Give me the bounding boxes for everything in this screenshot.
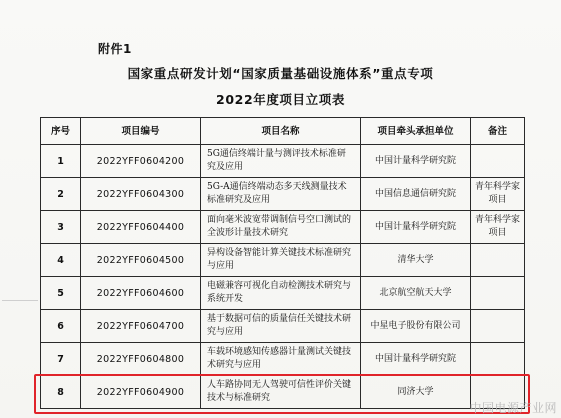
- row-name: 基于数据可信的质量信任关键技术研究与应用: [201, 310, 361, 343]
- row-name: 异构设备智能计算关键技术标准研究与应用: [201, 244, 361, 277]
- table-row: [41, 277, 525, 310]
- row-name: 面向毫米波宽带调制信号空口测试的全波形计量技术研究: [201, 211, 361, 244]
- row-name: 人车路协同无人驾驶可信性评价关键技术与标准研究: [201, 376, 361, 409]
- row-note: [471, 277, 525, 310]
- row-code: 2022YFF0604900: [81, 376, 201, 409]
- row-note: [471, 244, 525, 277]
- page-fold-mark: [2, 300, 38, 301]
- table-header-row: [41, 118, 525, 145]
- header-name: 项目名称: [201, 118, 361, 145]
- table-row: [41, 343, 525, 376]
- row-note: [471, 145, 525, 178]
- table-row: [41, 211, 525, 244]
- row-unit: 中星电子股份有限公司: [361, 310, 471, 343]
- row-index: 3: [41, 211, 81, 244]
- document-subtitle: 2022年度项目立项表: [216, 92, 345, 107]
- table-row: [41, 244, 525, 277]
- header-note: 备注: [471, 118, 525, 145]
- table-row-highlighted: [41, 376, 525, 409]
- row-code: 2022YFF0604200: [81, 145, 201, 178]
- row-code: 2022YFF0604700: [81, 310, 201, 343]
- row-note: [471, 310, 525, 343]
- row-unit: 同济大学: [361, 376, 471, 409]
- row-note: 青年科学家项目: [471, 211, 525, 244]
- document-title: 国家重点研发计划“国家质量基础设施体系”重点专项: [127, 66, 434, 81]
- row-index: 1: [41, 145, 81, 178]
- row-code: 2022YFF0604800: [81, 343, 201, 376]
- watermark: 中国电源产业网: [469, 401, 557, 415]
- row-note: [471, 343, 525, 376]
- table-row: [41, 178, 525, 211]
- row-index: 8: [41, 376, 81, 409]
- row-index: 4: [41, 244, 81, 277]
- row-note: 青年科学家项目: [471, 178, 525, 211]
- row-code: 2022YFF0604600: [81, 277, 201, 310]
- row-index: 2: [41, 178, 81, 211]
- row-index: 7: [41, 343, 81, 376]
- row-code: 2022YFF0604300: [81, 178, 201, 211]
- row-code: 2022YFF0604500: [81, 244, 201, 277]
- project-table: [40, 117, 525, 409]
- row-unit: 中国计量科学研究院: [361, 211, 471, 244]
- row-unit: 中国信息通信研究院: [361, 178, 471, 211]
- row-name: 电磁兼容可视化自动检测技术研究与系统开发: [201, 277, 361, 310]
- header-unit: 项目牵头承担单位: [361, 118, 471, 145]
- row-unit: 北京航空航天大学: [361, 277, 471, 310]
- header-code: 项目编号: [81, 118, 201, 145]
- row-unit: 清华大学: [361, 244, 471, 277]
- table-row: [41, 310, 525, 343]
- row-index: 5: [41, 277, 81, 310]
- row-name: 5G通信终端计量与测评技术标准研究及应用: [201, 145, 361, 178]
- attachment-label: 附件1: [98, 42, 132, 56]
- row-unit: 中国计量科学研究院: [361, 343, 471, 376]
- row-name: 车载环境感知传感器计量测试关键技术研究与应用: [201, 343, 361, 376]
- row-unit: 中国计量科学研究院: [361, 145, 471, 178]
- row-index: 6: [41, 310, 81, 343]
- row-code: 2022YFF0604400: [81, 211, 201, 244]
- row-name: 5G-A通信终端动态多天线测量技术标准研究及应用: [201, 178, 361, 211]
- header-index: 序号: [41, 118, 81, 145]
- table-row: [41, 145, 525, 178]
